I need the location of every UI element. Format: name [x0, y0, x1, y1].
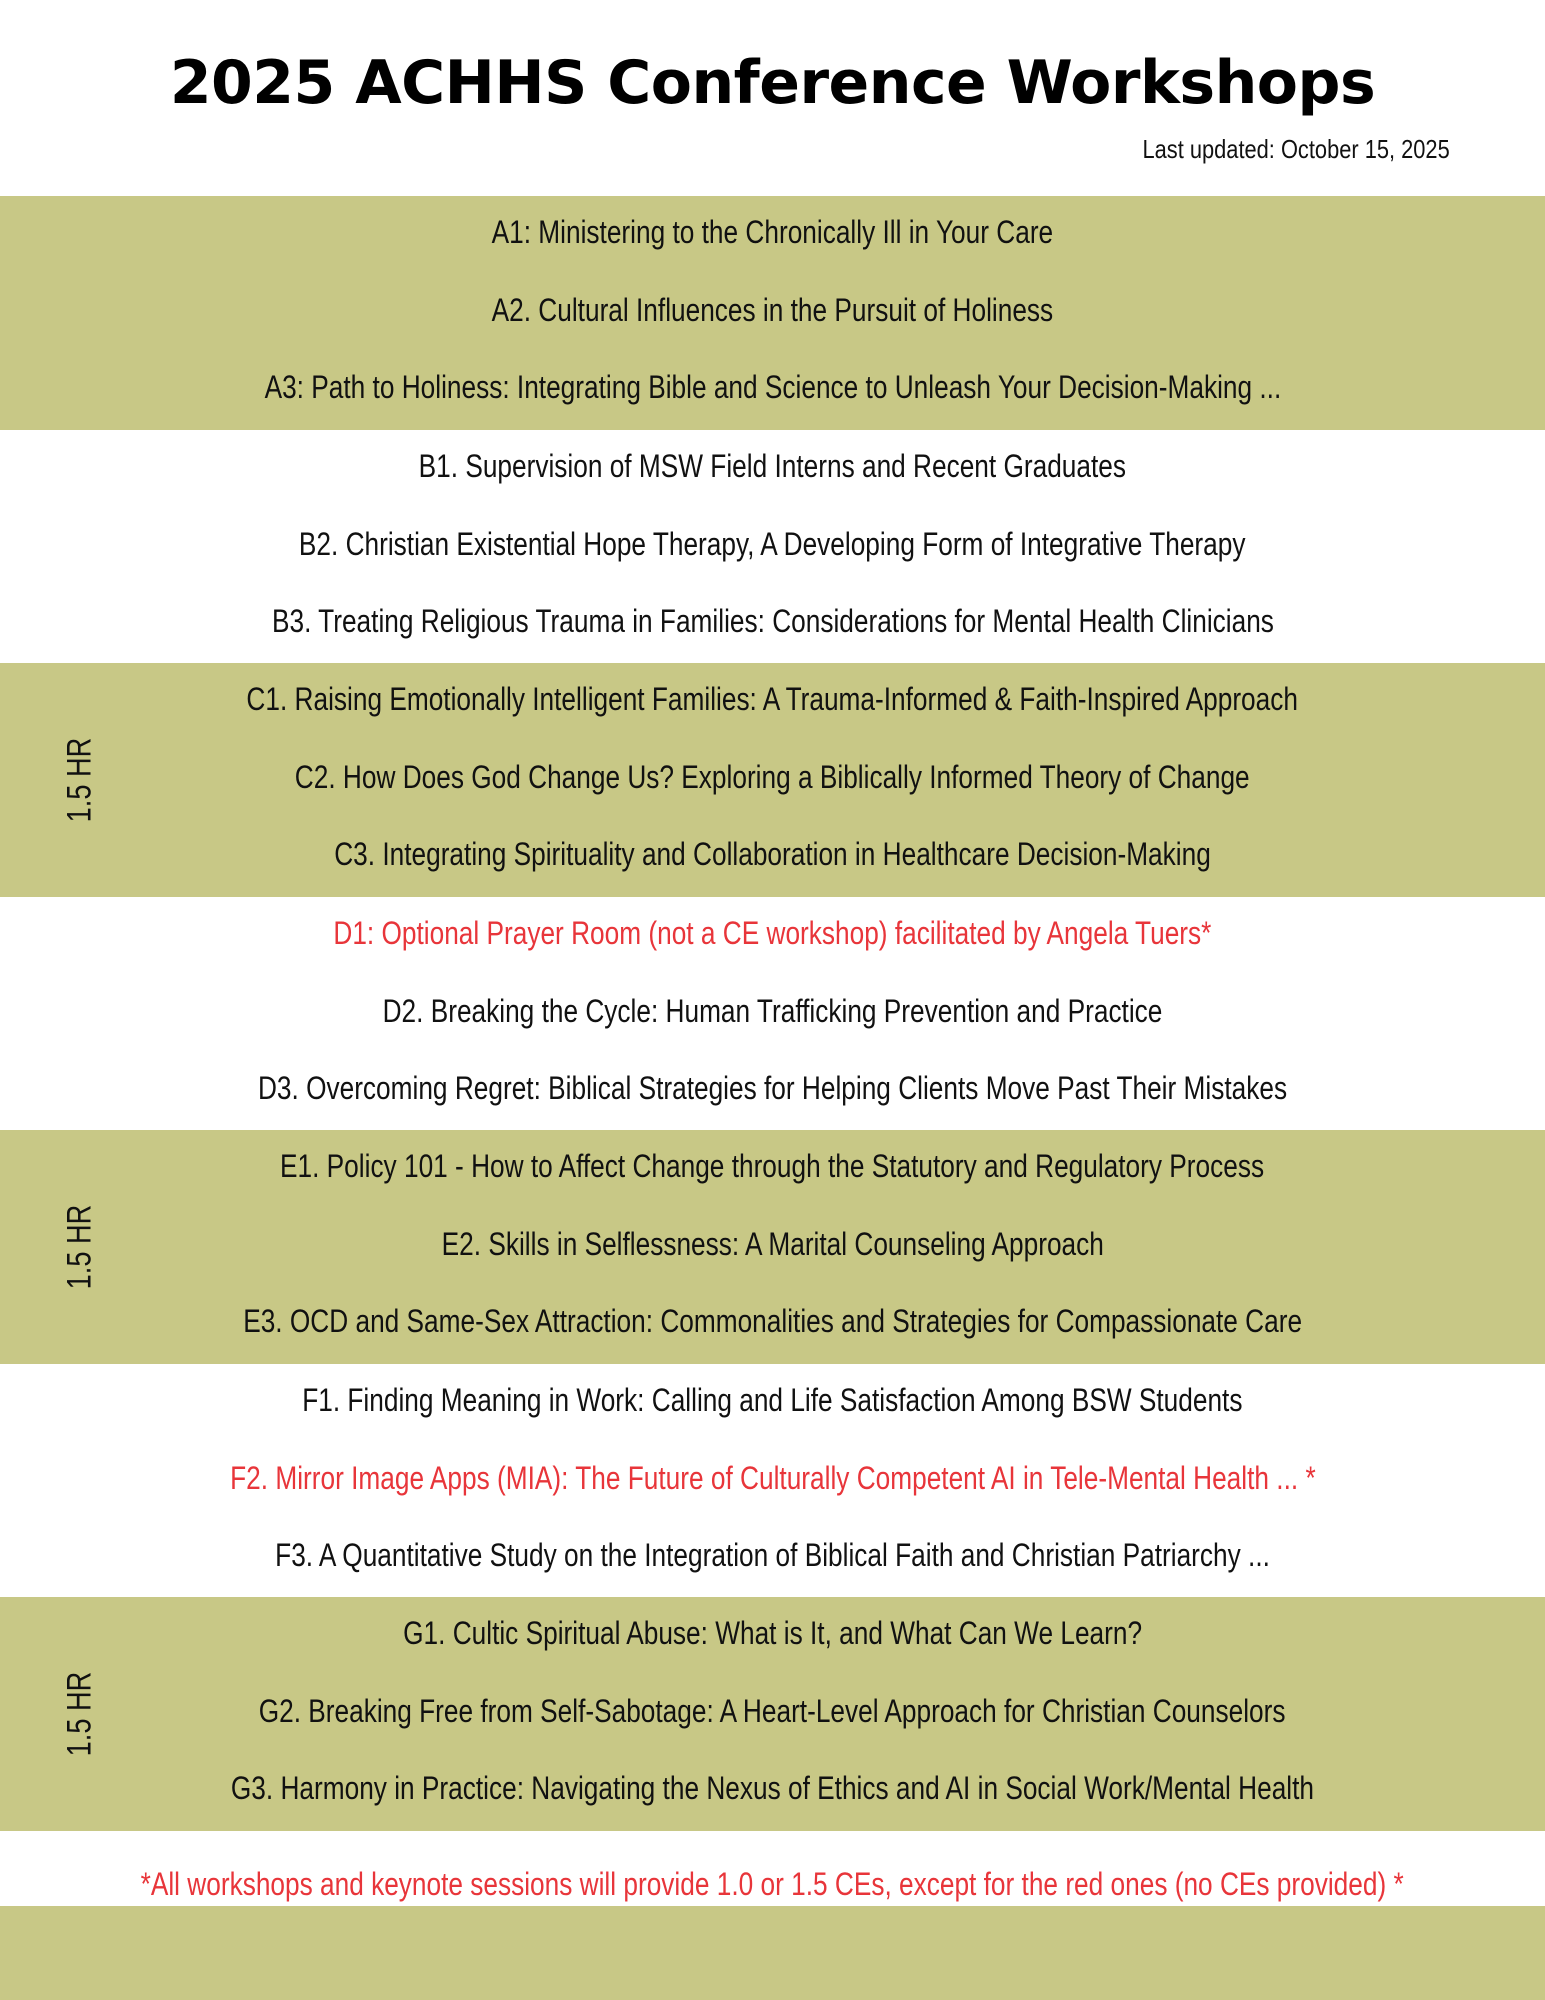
workshop-item-a1: A1: Ministering to the Chronically Ill in Your Care: [491, 214, 1054, 250]
duration-label: 1.5 HR: [60, 1204, 99, 1290]
workshop-block-d: [0, 897, 1545, 1131]
workshop-item-g2: G2. Breaking Free from Self-Sabotage: A Heart-Level Approach for Christian Counselors: [259, 1693, 1286, 1729]
workshop-block-b: [0, 430, 1545, 664]
workshop-item-c2: C2. How Does God Change Us? Exploring a Biblically Informed Theory of Change: [295, 759, 1250, 795]
workshop-item-a3: A3: Path to Holiness: Integrating Bible and Science to Unleash Your Decision-Making ...: [264, 369, 1281, 405]
last-updated: Last updated: October 15, 2025: [1142, 134, 1450, 164]
workshop-item-c3: C3. Integrating Spirituality and Collaboration in Healthcare Decision-Making: [334, 836, 1211, 872]
workshop-item-b3: B3. Treating Religious Trauma in Families: Considerations for Mental Health Clinicians: [271, 602, 1274, 639]
workshop-item-c1: C1. Raising Emotionally Intelligent Families: A Trauma-Informed & Faith-Inspired Approach: [246, 681, 1299, 717]
workshop-block-g: [0, 1597, 1545, 1831]
workshop-item-b2: B2. Christian Existential Hope Therapy, A Developing Form of Integrative Therapy: [299, 525, 1246, 562]
workshop-item-f3: F3. A Quantitative Study on the Integration of Biblical Faith and Christian Patriarchy ...: [275, 1536, 1270, 1573]
workshop-block-e: [0, 1130, 1545, 1364]
workshop-item-e2: E2. Skills in Selflessness: A Marital Counseling Approach: [441, 1226, 1104, 1262]
workshop-item-b1: B1. Supervision of MSW Field Interns and Recent Graduates: [418, 447, 1127, 484]
workshop-item-f2: F2. Mirror Image Apps (MIA): The Future of Culturally Competent AI in Tele-Mental Health ... *: [229, 1459, 1316, 1496]
workshop-item-a2: A2. Cultural Influences in the Pursuit of Holiness: [491, 292, 1054, 328]
workshop-item-d3: D3. Overcoming Regret: Biblical Strategies for Helping Clients Move Past Their Mistakes: [257, 1069, 1288, 1106]
workshop-item-g3: G3. Harmony in Practice: Navigating the Nexus of Ethics and AI in Social Work/Mental Health: [230, 1770, 1315, 1806]
duration-label: 1.5 HR: [60, 737, 99, 823]
workshop-item-e3: E3. OCD and Same-Sex Attraction: Commonalities and Strategies for Compassionate Care: [243, 1303, 1302, 1339]
ce-footnote: *All workshops and keynote sessions will provide 1.0 or 1.5 CEs, except for the red ones (no CEs provided) *: [140, 1866, 1405, 1902]
workshop-item-f1: F1. Finding Meaning in Work: Calling and Life Satisfaction Among BSW Students: [302, 1381, 1243, 1418]
workshop-item-d2: D2. Breaking the Cycle: Human Trafficking Prevention and Practice: [382, 992, 1163, 1029]
workshop-block-f: [0, 1364, 1545, 1598]
workshop-item-d1: D1: Optional Prayer Room (not a CE workshop) facilitated by Angela Tuers*: [333, 914, 1212, 951]
workshop-item-g1: G1. Cultic Spiritual Abuse: What is It, and What Can We Learn?: [403, 1615, 1142, 1651]
workshop-block-a: [0, 196, 1545, 430]
workshop-block-c: [0, 663, 1545, 897]
page-title: 2025 ACHHS Conference Workshops: [169, 48, 1376, 118]
bottom-band: [0, 1906, 1545, 2000]
workshop-item-e1: E1. Policy 101 - How to Affect Change through the Statutory and Regulatory Process: [280, 1148, 1265, 1184]
duration-label: 1.5 HR: [60, 1671, 99, 1757]
